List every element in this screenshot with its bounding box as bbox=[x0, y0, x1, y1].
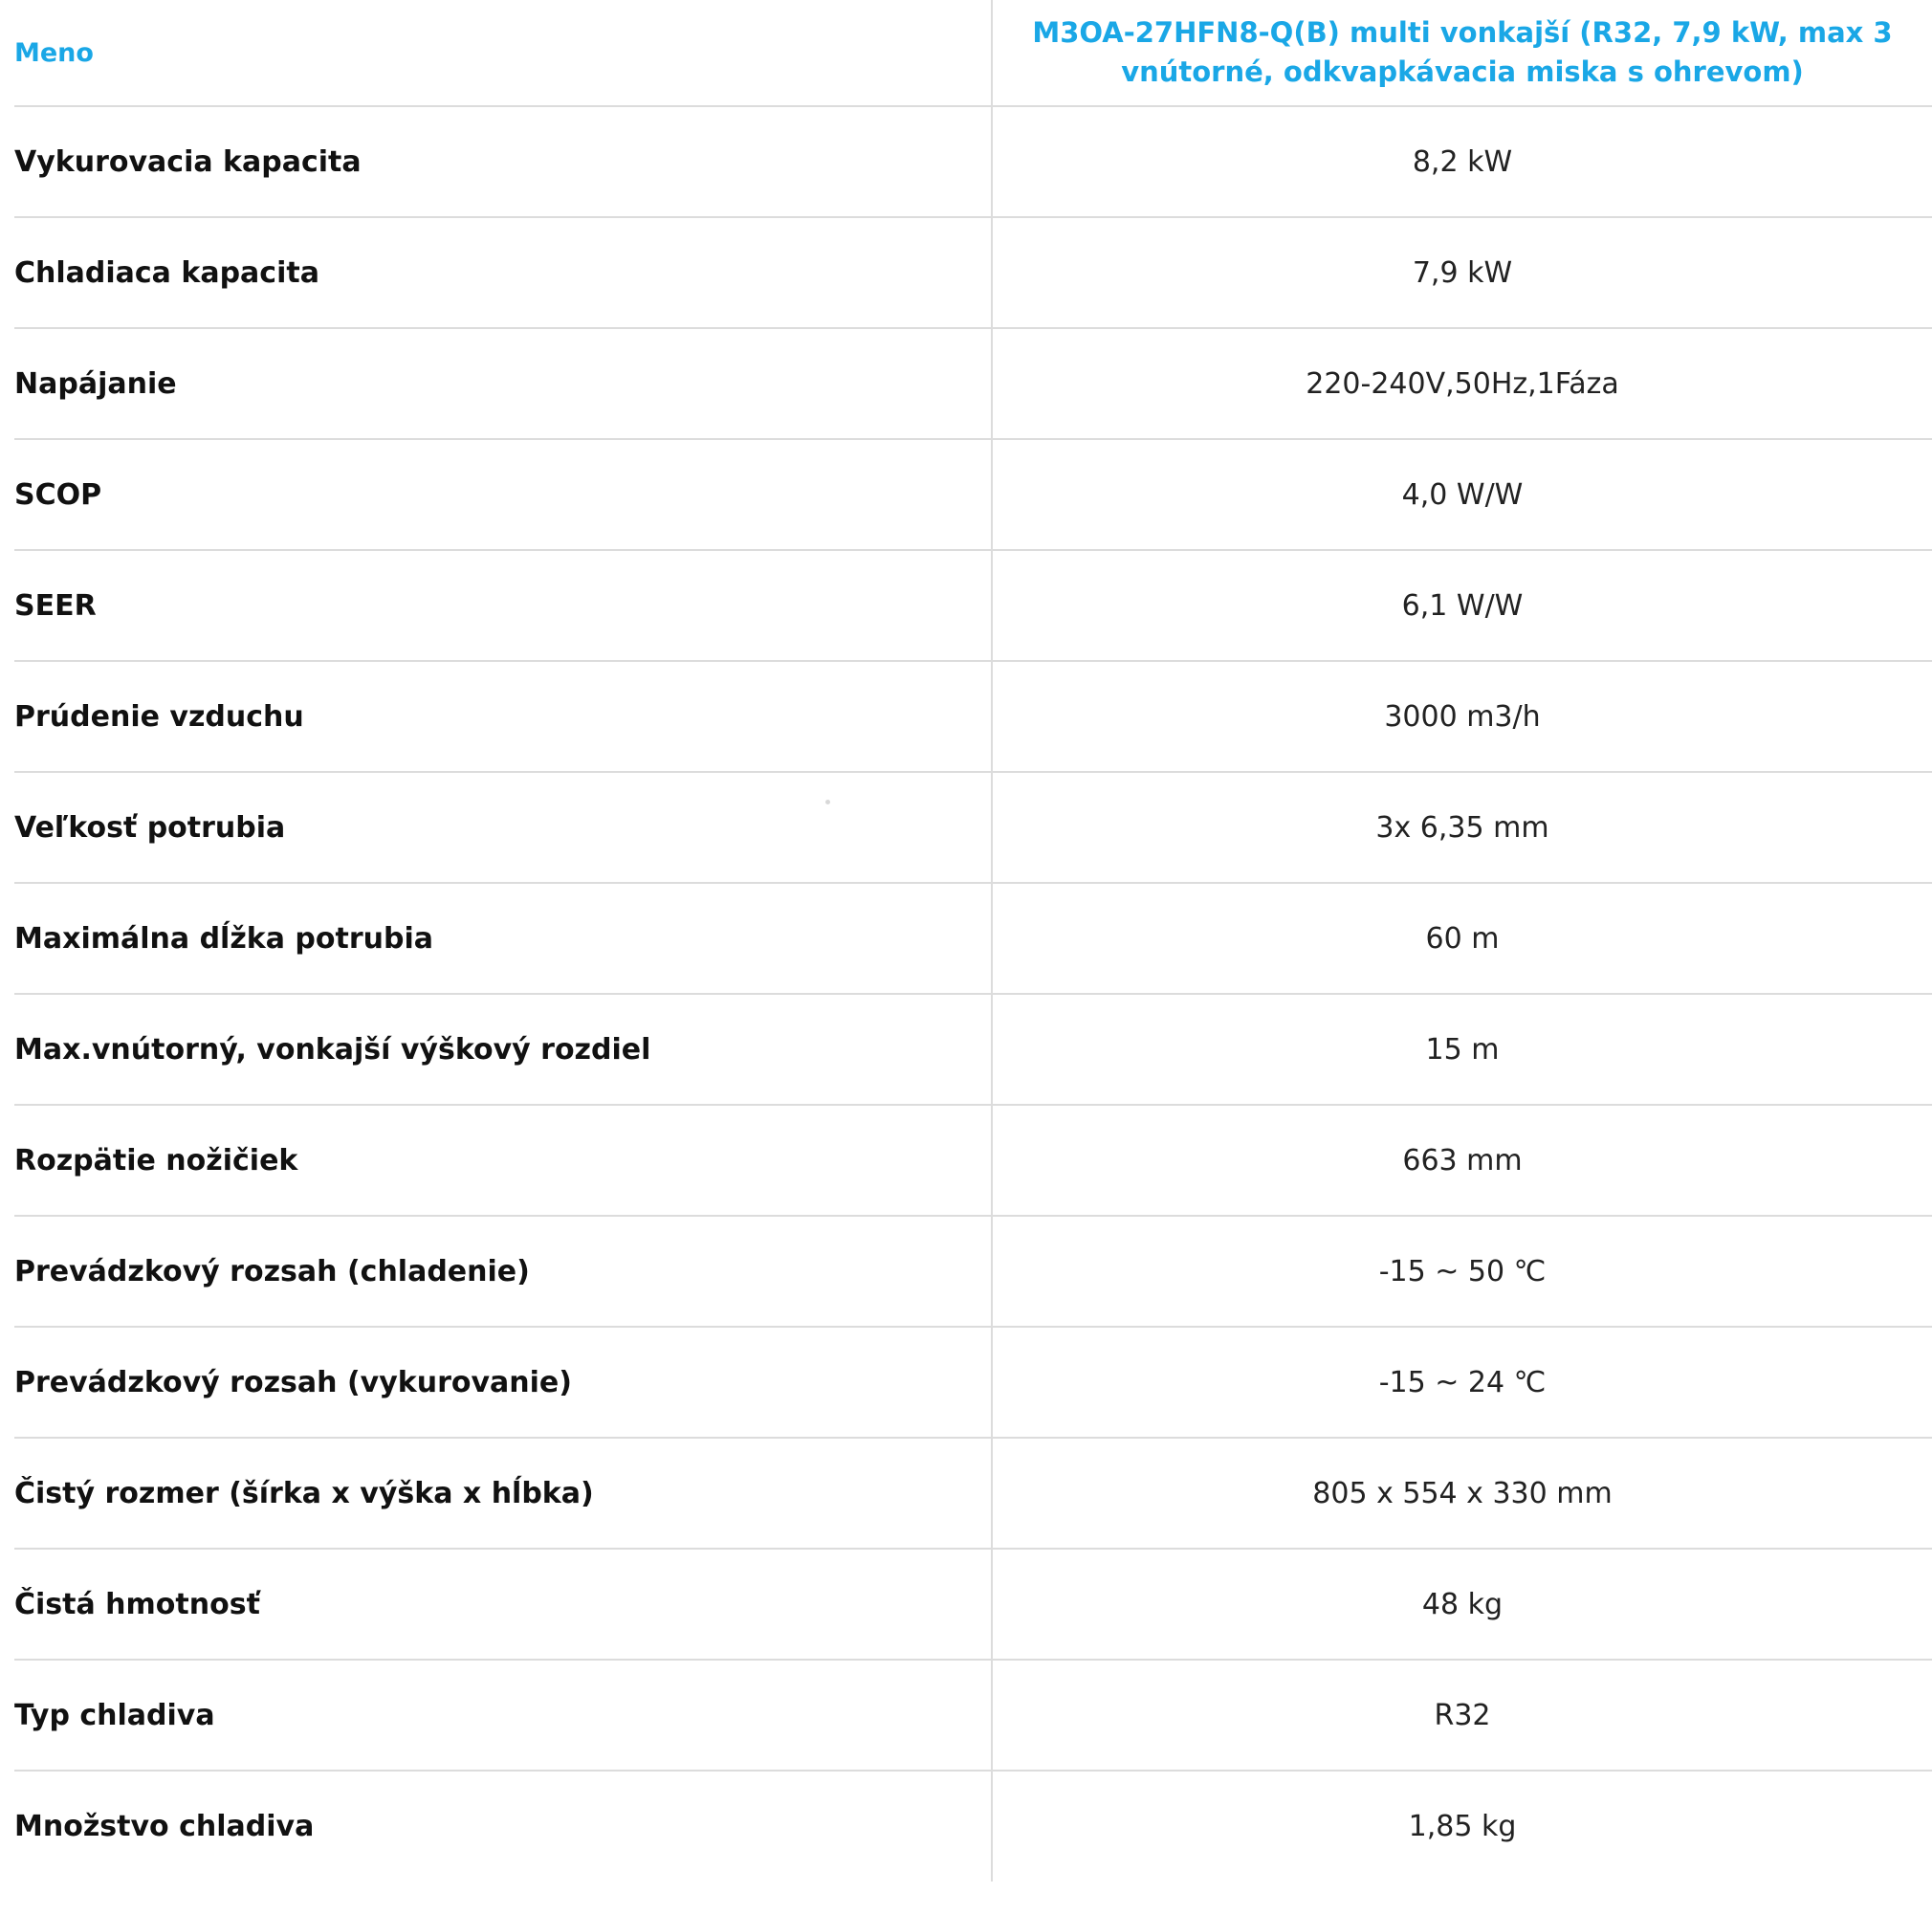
table-row bbox=[14, 1105, 1932, 1216]
decorative-dot bbox=[825, 800, 830, 804]
spec-table bbox=[14, 0, 1932, 1882]
table-row bbox=[14, 217, 1932, 328]
row-value: 805 x 554 x 330 mm bbox=[992, 1438, 1932, 1549]
row-value: 60 m bbox=[992, 883, 1932, 994]
row-label: Rozpätie nožičiek bbox=[14, 1105, 992, 1216]
table-row bbox=[14, 328, 1932, 439]
row-value: 48 kg bbox=[992, 1549, 1932, 1660]
row-label: Prevádzkový rozsah (vykurovanie) bbox=[14, 1327, 992, 1438]
row-label: SCOP bbox=[14, 439, 992, 550]
table-row bbox=[14, 1660, 1932, 1771]
header-name-label: Meno bbox=[14, 0, 992, 106]
row-value: 663 mm bbox=[992, 1105, 1932, 1216]
row-value: 3x 6,35 mm bbox=[992, 772, 1932, 883]
row-value: 1,85 kg bbox=[1408, 1810, 1517, 1843]
row-label: Čistá hmotnosť bbox=[14, 1549, 992, 1660]
table-row bbox=[14, 106, 1932, 217]
row-value: 4,0 W/W bbox=[992, 439, 1932, 550]
table-header-row bbox=[14, 0, 1932, 106]
table-row bbox=[14, 1327, 1932, 1438]
table-row bbox=[14, 1549, 1932, 1660]
table-row bbox=[14, 550, 1932, 661]
header-product-name: M3OA-27HFN8-Q(B) multi vonkajší (R32, 7,9 kW, max 3 vnútorné, odkvapkávacia miska s ohrevom) bbox=[992, 0, 1932, 106]
row-label: Napájanie bbox=[14, 328, 992, 439]
row-label: Prúdenie vzduchu bbox=[14, 661, 992, 772]
row-label: Prevádzkový rozsah (chladenie) bbox=[14, 1216, 992, 1327]
table-row bbox=[14, 439, 1932, 550]
table-row bbox=[14, 661, 1932, 772]
row-label: SEER bbox=[14, 550, 992, 661]
row-value: 3000 m3/h bbox=[992, 661, 1932, 772]
table-row bbox=[14, 883, 1932, 994]
table-row bbox=[14, 994, 1932, 1105]
row-value: 8,2 kW bbox=[992, 106, 1932, 217]
table-row bbox=[14, 772, 1932, 883]
row-value: 7,9 kW bbox=[992, 217, 1932, 328]
row-value: -15 ~ 50 ℃ bbox=[992, 1216, 1932, 1327]
row-label: Typ chladiva bbox=[14, 1660, 992, 1771]
row-label: Maximálna dĺžka potrubia bbox=[14, 883, 992, 994]
row-label: Čistý rozmer (šírka x výška x hĺbka) bbox=[14, 1438, 992, 1549]
row-label: Vykurovacia kapacita bbox=[14, 106, 992, 217]
table-row bbox=[14, 1216, 1932, 1327]
row-value: 220-240V,50Hz,1Fáza bbox=[992, 328, 1932, 439]
row-value: R32 bbox=[992, 1660, 1932, 1771]
row-label: Množstvo chladiva bbox=[14, 1771, 992, 1882]
table-row bbox=[14, 1438, 1932, 1549]
row-label: Veľkosť potrubia bbox=[14, 772, 992, 883]
row-label: Max.vnútorný, vonkajší výškový rozdiel bbox=[14, 994, 992, 1105]
row-label: Chladiaca kapacita bbox=[14, 217, 992, 328]
row-value: 15 m bbox=[992, 994, 1932, 1105]
row-value: -15 ~ 24 ℃ bbox=[992, 1327, 1932, 1438]
table-row bbox=[14, 1771, 1932, 1882]
row-value: 6,1 W/W bbox=[992, 550, 1932, 661]
